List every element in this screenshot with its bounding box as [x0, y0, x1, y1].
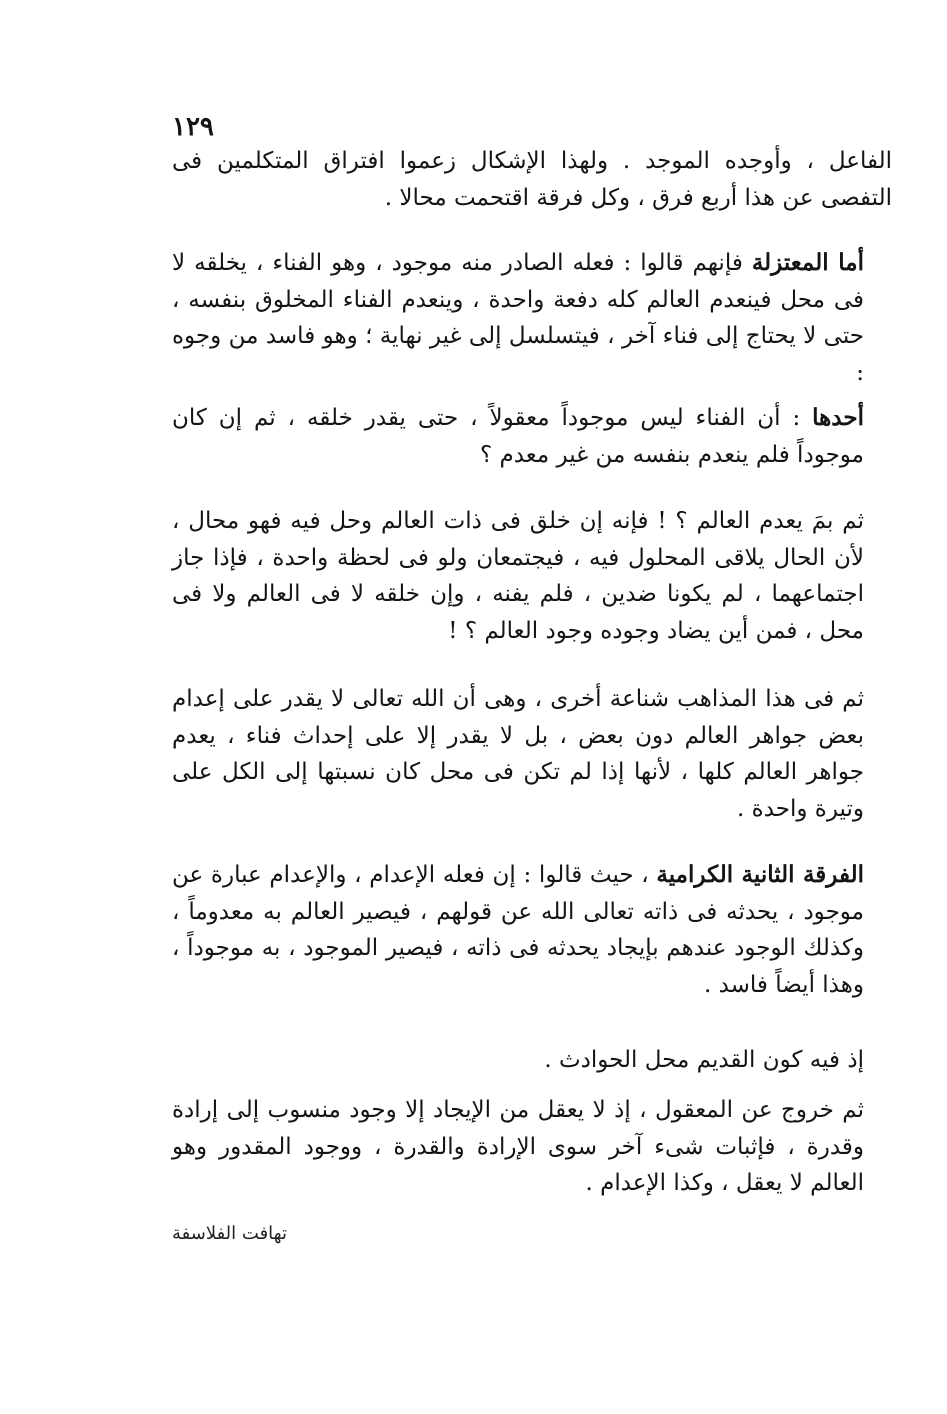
paragraph-7 [172, 1042, 892, 1079]
paragraph-1 [172, 143, 892, 216]
paragraph-6 [172, 857, 892, 1003]
text-block-p5 [172, 857, 892, 1003]
paragraph-3 [172, 400, 892, 473]
text-block-p0 [172, 143, 892, 216]
text-block-p4 [172, 681, 892, 827]
paragraph-text: فإنهم قالوا : فعله الصادر منه موجود ، وهو الفناء ، يخلقه لا فى محل فينعدم العالم كله دفعة واحدة ، وينعدم الفناء المخلوق بنفسه ، حتى لا يحتاج إلى فناء آخر ، فيتسلسل إلى غير نهاية ؛ وهو فاسد من وجوه : [172, 250, 864, 386]
paragraph-text: الفاعل ، وأوجده الموجد . ولهذا الإشكال زعموا افتراق المتكلمين فى التفصى عن هذا أربع فرق ، وكل فرقة اقتحمت محالا . [172, 148, 892, 211]
paragraph-2 [172, 245, 892, 391]
page-number: ١٢٩ [172, 112, 214, 142]
paragraph-4 [172, 503, 892, 649]
text-block-p2 [172, 400, 892, 473]
paragraph-lead: أحدها [812, 404, 864, 431]
paragraph-5 [172, 681, 892, 827]
book-title-footer: تهافت الفلاسفة [172, 1223, 287, 1244]
text-block-p6 [172, 1042, 892, 1079]
paragraph-text: : أن الفناء ليس موجوداً معقولاً ، حتى يقدر خلقه ، ثم إن كان موجوداً فلم ينعدم بنفسه من غير معدم ؟ [172, 405, 864, 468]
paragraph-text: إذ فيه كون القديم محل الحوادث . [544, 1047, 864, 1073]
text-block-p7 [172, 1092, 892, 1202]
text-block-p3 [172, 503, 892, 649]
paragraph-8 [172, 1092, 892, 1202]
paragraph-text: ثم خروج عن المعقول ، إذ لا يعقل من الإيجاد إلا وجود منسوب إلى إرادة وقدرة ، فإثبات شىء آخر سوى الإرادة والقدرة ، ووجود المقدور وهو العالم لا يعقل ، وكذا الإعدام . [172, 1097, 864, 1196]
paragraph-text: ثم فى هذا المذاهب شناعة أخرى ، وهى أن الله تعالى لا يقدر على إعدام بعض جواهر العالم دون بعض ، بل لا يقدر إلا على إحداث فناء ، يعدم جواهر العالم كلها ، لأنها إذا لم تكن فى محل كان نسبتها إلى الكل على وتيرة واحدة . [172, 686, 864, 822]
paragraph-lead: الفرقة الثانية الكرامية [656, 861, 864, 888]
paragraph-text: ، حيث قالوا : إن فعله الإعدام ، والإعدام عبارة عن موجود ، يحدثه فى ذاته تعالى الله عن قولهم ، فيصير العالم به معدوماً ، وكذلك الوجود عندهم بإيجاد يحدثه فى ذاته ، فيصير الموجود ، به موجوداً ، وهذا أيضاً فاسد . [172, 862, 864, 998]
paragraph-text: ثم بمَ يعدم العالم ؟ ! فإنه إن خلق فى ذات العالم وحل فيه فهو محال ، لأن الحال يلاقى المحلول فيه ، فيجتمعان ولو فى لحظة واحدة ، فإذا جاز اجتماعهما ، لم يكونا ضدين ، فلم يفنه ، وإن خلقه لا فى العالم ولا فى محل ، فمن أين يضاد وجوده وجود العالم ؟ ! [172, 508, 864, 644]
paragraph-lead: أما المعتزلة [751, 249, 864, 276]
text-block-p1 [172, 245, 892, 391]
